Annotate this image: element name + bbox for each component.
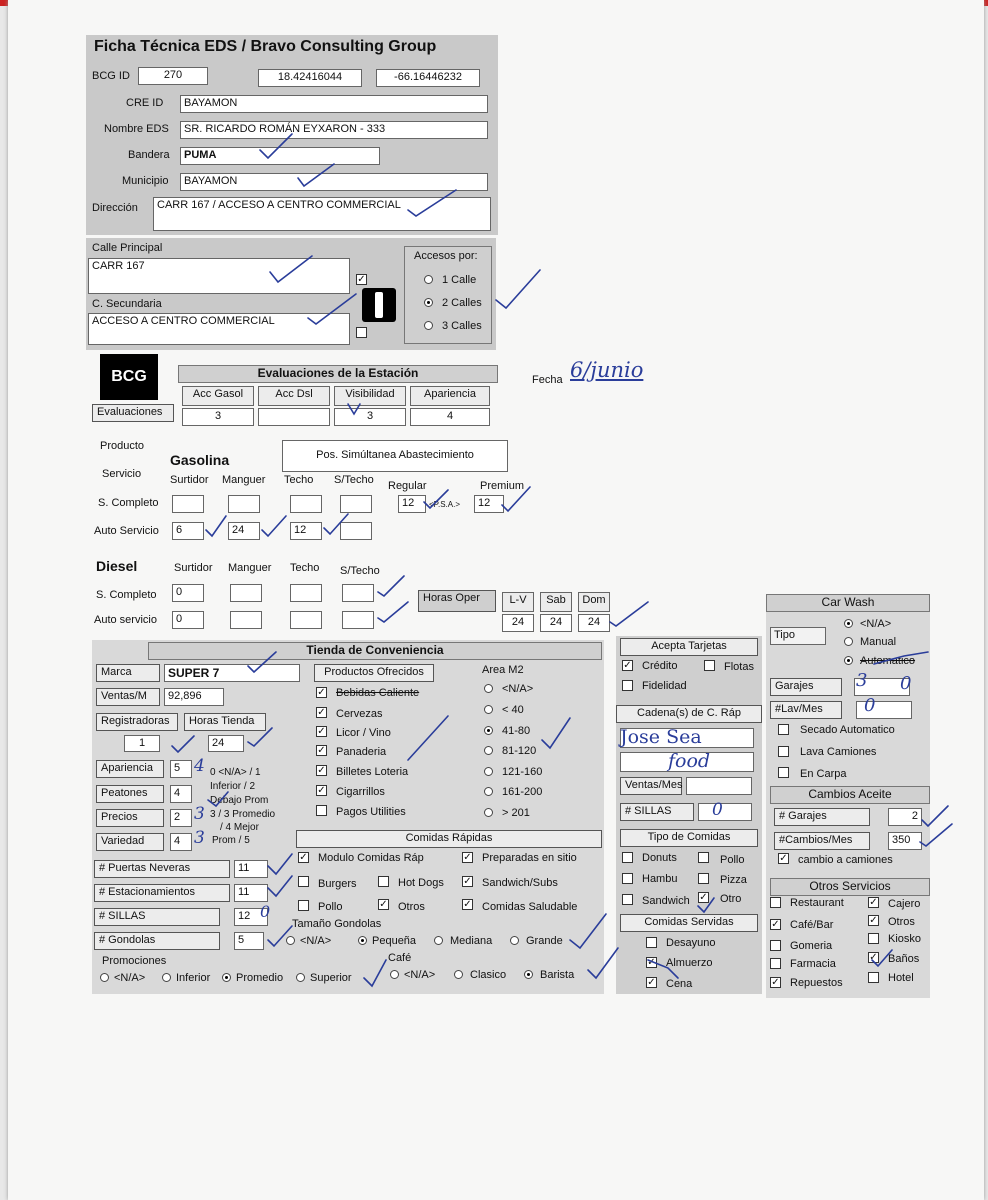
carwash-garajes-handwritten-2: 0 [900, 673, 912, 694]
check-mark [260, 134, 292, 158]
carwash-manual-label: Manual [860, 636, 897, 648]
nombre-field[interactable]: SR. RICARDO ROMÁN EYXARON - 333 [180, 121, 488, 139]
cadena-sillas-handwritten: 0 [712, 800, 723, 820]
diesel-title: Diesel [96, 558, 138, 574]
comidas-rapidas-title: Comidas Rápidas [296, 830, 602, 848]
otros-comidas-label: Otros [398, 901, 425, 913]
secado-label: Secado Automatico [800, 724, 895, 736]
area-121-160-label: 121-160 [502, 766, 543, 778]
eval-apariencia-field[interactable]: 4 [410, 408, 490, 426]
otros-serv-checkbox[interactable]: ✓ [869, 915, 878, 926]
prod-cigarrillos-checkbox[interactable]: ✓ [317, 785, 326, 796]
gondolas-field[interactable]: 5 [234, 932, 264, 950]
gas-autoservicio-label: Auto Servicio [94, 525, 159, 537]
promo-na-label: <N/A> [114, 972, 146, 984]
check-mark [206, 516, 226, 536]
carwash-lav-label: #Lav/Mes [770, 701, 842, 719]
precios-field[interactable]: 2 [170, 809, 192, 827]
apariencia-field[interactable]: 5 [170, 760, 192, 778]
horas-tienda-field[interactable]: 24 [208, 735, 244, 752]
aceite-garajes-field[interactable]: 2 [888, 808, 922, 826]
nombre-label: Nombre EDS [104, 123, 169, 135]
check-mark [298, 164, 334, 186]
check-mark [872, 950, 892, 966]
cafebar-checkbox[interactable]: ✓ [771, 919, 780, 930]
prod-bebidas-label: Bebidas Caliente [336, 687, 420, 699]
en-carpa-label: En Carpa [800, 768, 847, 780]
precios-label: Precios [96, 809, 164, 827]
regular-field[interactable]: 12 [398, 495, 426, 513]
pos-simultanea-label: Pos. Simúltanea Abastecimiento [282, 440, 508, 472]
horas-tienda-label: Horas Tienda [184, 713, 266, 731]
check-mark [570, 914, 606, 948]
horas-sab-field[interactable]: 24 [540, 614, 572, 632]
dsl-col-stecho: S/Techo [340, 565, 380, 577]
check-mark [922, 806, 948, 826]
gas-col-techo: Techo [284, 474, 314, 486]
gondolas-size-title: Tamaño Gondolas [292, 918, 382, 930]
eval-header-apariencia: Apariencia [410, 386, 490, 406]
cena-checkbox[interactable]: ✓ [647, 977, 656, 988]
prod-cervezas-label: Cervezas [336, 708, 383, 720]
area-na-label: <N/A> [502, 683, 534, 695]
producto-label: Producto [100, 440, 145, 452]
check-mark [378, 602, 408, 622]
sandwich-subs-label: Sandwich/Subs [482, 877, 558, 889]
prod-panaderia-label: Panaderia [336, 746, 387, 758]
dsl-autoservicio-label: Auto servicio [94, 614, 157, 626]
prod-bebidas-checkbox[interactable]: ✓ [317, 687, 326, 698]
cre-label: CRE ID [126, 97, 164, 109]
horas-oper-button[interactable]: Horas Oper [418, 590, 496, 612]
calle-principal-label: Calle Principal [92, 242, 163, 254]
gondola-na-label: <N/A> [300, 935, 332, 947]
gas-col-stecho: S/Techo [334, 474, 374, 486]
accesos-3-label: 3 Calles [442, 320, 482, 332]
apariencia-handwritten: 4 [194, 756, 205, 776]
area-161-200-label: 161-200 [502, 786, 543, 798]
scale-line-5: / 4 Mejor [220, 822, 259, 833]
saludable-label: Comidas Saludable [482, 901, 578, 913]
pollo-label: Pollo [318, 901, 343, 913]
area-title: Area M2 [482, 664, 524, 676]
gas-col-surtidor: Surtidor [170, 474, 209, 486]
gas-auto-techo[interactable]: 12 [290, 522, 322, 540]
fecha-handwritten: 6/junio [570, 358, 644, 382]
marca-field[interactable]: SUPER 7 [164, 664, 300, 682]
principal-light-checkbox[interactable]: ✓ [357, 274, 366, 285]
lava-camiones-label: Lava Camiones [800, 746, 877, 758]
otros-serv-label: Otros [888, 916, 915, 928]
donuts-label: Donuts [642, 852, 677, 864]
check-mark [920, 824, 952, 846]
area-41-80-label: 41-80 [502, 725, 531, 737]
prod-cigarrillos-label: Cigarrillos [336, 786, 385, 798]
check-mark [408, 716, 448, 760]
cadena-sillas-label: # SILLAS [620, 803, 694, 821]
cafe-title: Café [388, 952, 412, 964]
longitude-field[interactable]: -66.16446232 [376, 69, 480, 87]
dsl-scompleto-surtidor[interactable]: 0 [172, 584, 204, 602]
marca-label: Marca [96, 664, 160, 682]
psa-label: <P.S.A.> [429, 500, 460, 509]
cafe-clasico-label: Clasico [470, 969, 507, 981]
check-mark [588, 948, 618, 978]
promo-superior-label: Superior [310, 972, 352, 984]
bandera-label: Bandera [128, 149, 170, 161]
check-mark [378, 576, 404, 596]
check-mark [268, 854, 292, 874]
gas-auto-manguer[interactable]: 24 [228, 522, 260, 540]
gas-auto-surtidor[interactable]: 6 [172, 522, 204, 540]
check-mark [424, 490, 448, 508]
horas-dom-field[interactable]: 24 [578, 614, 610, 632]
estacionamientos-label: # Estacionamientos [94, 884, 230, 902]
check-mark [610, 602, 648, 626]
cadena-ventas-label: Ventas/Mes [620, 777, 682, 795]
camiones-checkbox[interactable]: ✓ [779, 853, 788, 864]
check-mark [268, 876, 292, 896]
premium-label: Premium [480, 480, 525, 492]
almuerzo-label: Almuerzo [666, 957, 713, 969]
carwash-lav-handwritten: 0 [864, 695, 876, 716]
check-mark [248, 728, 272, 746]
aceite-cambios-label: #Cambios/Mes [774, 832, 870, 850]
tipo-otro-checkbox[interactable]: ✓ [699, 892, 708, 903]
prod-cervezas-checkbox[interactable]: ✓ [317, 707, 326, 718]
gondola-pequena-label: Pequeña [372, 935, 417, 947]
prod-licor-label: Licor / Vino [336, 727, 391, 739]
farmacia-label: Farmacia [790, 958, 836, 970]
bcg-id-field[interactable]: 270 [138, 67, 208, 85]
dsl-col-manguer: Manguer [228, 562, 272, 574]
hotdogs-label: Hot Dogs [398, 877, 444, 889]
dsl-col-techo: Techo [290, 562, 320, 574]
check-mark [270, 256, 312, 282]
servidas-title: Comidas Servidas [620, 914, 758, 932]
promo-promedio-label: Promedio [236, 972, 284, 984]
cadena-handwritten-2: food [668, 750, 711, 772]
regular-label: Regular [388, 480, 427, 492]
bcg-id-label: BCG ID [92, 70, 130, 82]
check-mark [308, 294, 356, 324]
accesos-2-label: 2 Calles [442, 297, 482, 309]
tienda-sillas-label: # SILLAS [94, 908, 220, 926]
eval-header-visibilidad: Visibilidad [334, 386, 406, 406]
registradoras-field[interactable]: 1 [124, 735, 160, 752]
registradoras-label: Registradoras [96, 713, 178, 731]
dsl-col-surtidor: Surtidor [174, 562, 213, 574]
check-mark [348, 404, 360, 414]
eval-visibilidad-field[interactable]: 3 [334, 408, 406, 426]
carwash-garajes-label: Garajes [770, 678, 842, 696]
check-mark [698, 898, 714, 912]
accesos-1-label: 1 Calle [442, 274, 477, 286]
area-81-120-label: 81-120 [502, 745, 537, 757]
bcg-logo: BCG [100, 354, 158, 400]
horas-col-sab: Sab [540, 592, 572, 612]
strike-line [648, 960, 678, 978]
tienda-sillas-field[interactable]: 12 [234, 908, 268, 926]
gomeria-label: Gomeria [790, 940, 833, 952]
form-title: Ficha Técnica EDS / Bravo Consulting Group [94, 38, 437, 55]
kiosko-label: Kiosko [888, 933, 922, 945]
gas-scompleto-label: S. Completo [98, 497, 159, 509]
tipo-comidas-title: Tipo de Comidas [620, 829, 758, 847]
scale-line-6: Prom / 5 [212, 835, 250, 846]
check-mark [172, 736, 194, 752]
carwash-tipo-label: Tipo [770, 627, 826, 645]
puertas-label: # Puertas Neveras [94, 860, 230, 878]
check-mark [208, 792, 228, 806]
fecha-label: Fecha [532, 374, 563, 386]
precios-handwritten: 3 [194, 804, 205, 824]
check-mark [262, 516, 286, 536]
scale-line-3: Debajo Prom [210, 795, 269, 806]
estacionamientos-field[interactable]: 11 [234, 884, 268, 902]
modulo-comidas-label: Modulo Comidas Ráp [318, 852, 424, 864]
prod-pagos-label: Pagos Utilities [336, 806, 406, 818]
cre-field[interactable]: BAYAMON [180, 95, 488, 113]
carwash-garajes-handwritten: 3 [856, 670, 868, 691]
tipo-otro-label: Otro [720, 893, 742, 905]
check-mark [248, 652, 276, 672]
scale-line-4: 3 / 3 Promedio [210, 809, 276, 820]
aceite-cambios-field[interactable]: 350 [888, 832, 922, 850]
check-mark [364, 960, 386, 986]
cadena-handwritten-1: Jose Sea [620, 726, 702, 748]
carwash-title: Car Wash [766, 594, 930, 612]
preparadas-label: Preparadas en sitio [482, 852, 577, 864]
cafe-na-label: <N/A> [404, 969, 436, 981]
hotel-label: Hotel [888, 972, 914, 984]
aceite-garajes-label: # Garajes [774, 808, 870, 826]
gondola-mediana-label: Mediana [450, 935, 493, 947]
fidelidad-label: Fidelidad [642, 680, 687, 692]
credito-label: Crédito [642, 660, 678, 672]
evaluaciones-button[interactable]: Evaluaciones [92, 404, 174, 422]
calle-principal-field[interactable]: CARR 167 [88, 258, 350, 294]
pizza-label: Pizza [720, 874, 747, 886]
tienda-title: Tienda de Conveniencia [148, 642, 602, 660]
gas-col-manguer: Manguer [222, 474, 266, 486]
sandwich-subs-checkbox[interactable]: ✓ [463, 876, 472, 887]
eval-gasol-field[interactable]: 3 [182, 408, 254, 426]
cafebar-label: Café/Bar [790, 919, 834, 931]
ventas-field[interactable]: 92,896 [164, 688, 224, 706]
check-mark [324, 514, 348, 534]
otros-comidas-checkbox[interactable]: ✓ [379, 899, 388, 910]
form-paper [8, 0, 984, 1200]
hambu-label: Hambu [642, 873, 678, 885]
gondola-grande-label: Grande [526, 935, 563, 947]
cadena-title: Cadena(s) de C. Ráp [616, 705, 762, 723]
eval-header-gasol: Acc Gasol [182, 386, 254, 406]
dsl-auto-surtidor[interactable]: 0 [172, 611, 204, 629]
credito-checkbox[interactable]: ✓ [623, 660, 632, 671]
check-mark [542, 718, 570, 748]
handwritten-checkmarks [8, 0, 984, 1200]
apariencia-label: Apariencia [96, 760, 164, 778]
municipio-field[interactable]: BAYAMON [180, 173, 488, 191]
productos-button[interactable]: Productos Ofrecidos [314, 664, 434, 682]
cafe-barista-label: Barista [540, 969, 575, 981]
saludable-checkbox[interactable]: ✓ [463, 899, 472, 910]
preparadas-checkbox[interactable]: ✓ [463, 852, 472, 863]
prod-licor-checkbox[interactable]: ✓ [317, 726, 326, 737]
strike-line [874, 652, 928, 664]
area-40-label: < 40 [502, 704, 524, 716]
cajero-label: Cajero [888, 898, 921, 910]
tipo-pollo-label: Pollo [720, 854, 745, 866]
direccion-label: Dirección [92, 202, 138, 214]
prod-billetes-checkbox[interactable]: ✓ [317, 765, 326, 776]
gondolas-label: # Gondolas [94, 932, 220, 950]
tienda-sillas-handwritten: 0 [260, 902, 271, 921]
variedad-field[interactable]: 4 [170, 833, 192, 851]
municipio-label: Municipio [122, 175, 169, 187]
carwash-na-label: <N/A> [860, 618, 892, 630]
direccion-field[interactable]: CARR 167 / ACCESO A CENTRO COMMERCIAL [153, 197, 491, 231]
promociones-label: Promociones [102, 955, 167, 967]
tipo-sandwich-label: Sandwich [642, 895, 690, 907]
premium-field[interactable]: 12 [474, 495, 504, 513]
eval-header-dsl: Acc Dsl [258, 386, 330, 406]
banos-checkbox[interactable]: ✓ [869, 952, 878, 963]
puertas-field[interactable]: 11 [234, 860, 268, 878]
carwash-automatico-label: Automatico [860, 655, 916, 667]
check-mark [268, 926, 292, 946]
bandera-field[interactable]: PUMA [180, 147, 380, 165]
check-mark [496, 270, 540, 308]
calle-secundaria-field[interactable]: ACCESO A CENTRO COMMERCIAL [88, 313, 350, 345]
servicio-label: Servicio [102, 468, 142, 480]
variedad-handwritten: 3 [194, 828, 205, 848]
prod-panaderia-checkbox[interactable]: ✓ [317, 745, 326, 756]
prod-billetes-label: Billetes Loteria [336, 766, 409, 778]
peatones-label: Peatones [96, 785, 164, 803]
scale-line-2: Inferior / 2 [210, 781, 256, 792]
aceite-title: Cambios Aceite [770, 786, 930, 804]
check-mark [502, 487, 530, 511]
gasolina-title: Gasolina [170, 452, 230, 468]
dsl-scompleto-label: S. Completo [96, 589, 157, 601]
accesos-title: Accesos por: [414, 250, 478, 262]
horas-lv-field[interactable]: 24 [502, 614, 534, 632]
desayuno-label: Desayuno [666, 937, 716, 949]
otros-servicios-title: Otros Servicios [770, 878, 930, 896]
banos-label: Baños [888, 953, 920, 965]
check-mark [408, 190, 456, 216]
repuestos-label: Repuestos [790, 977, 843, 989]
almuerzo-checkbox[interactable]: ✓ [647, 957, 656, 968]
cajero-checkbox[interactable]: ✓ [869, 897, 878, 908]
tarjetas-title: Acepta Tarjetas [620, 638, 758, 656]
ventas-label: Ventas/M [96, 688, 160, 706]
flotas-label: Flotas [724, 661, 754, 673]
horas-col-dom: Dom [578, 592, 610, 612]
repuestos-checkbox[interactable]: ✓ [771, 977, 780, 988]
promo-inferior-label: Inferior [176, 972, 211, 984]
calle-secundaria-label: C. Secundaria [92, 298, 162, 310]
evaluaciones-title: Evaluaciones de la Estación [178, 365, 498, 383]
scale-line-1: 0 <N/A> / 1 [210, 767, 261, 778]
variedad-label: Variedad [96, 833, 164, 851]
latitude-field[interactable]: 18.42416044 [258, 69, 362, 87]
restaurant-label: Restaurant [790, 897, 844, 909]
horas-col-lv: L-V [502, 592, 534, 612]
area-201-label: > 201 [502, 807, 530, 819]
burgers-label: Burgers [318, 878, 357, 890]
peatones-field[interactable]: 4 [170, 785, 192, 803]
modulo-comidas-checkbox[interactable]: ✓ [299, 852, 308, 863]
cena-label: Cena [666, 978, 693, 990]
camiones-label: cambio a camiones [798, 854, 893, 866]
